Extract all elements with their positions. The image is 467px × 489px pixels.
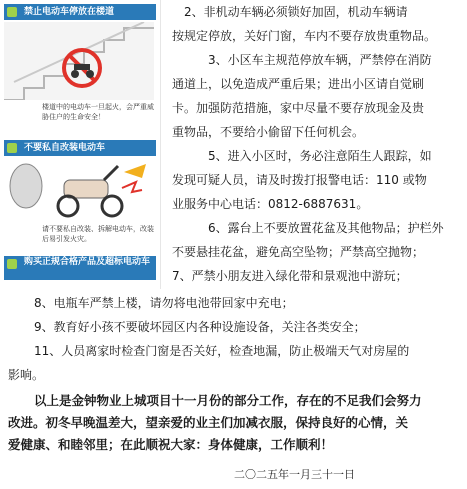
ebike-modification-illustration	[4, 158, 154, 222]
poster-banner-2	[4, 140, 156, 156]
summary-line: 以上是金钟物业上城项目十一月份的部分工作，存在的不足我们会努力	[34, 393, 422, 408]
paragraph-line: 3、小区车主规范停放车辆，严禁停在消防	[208, 53, 432, 67]
paragraph-line: 业服务中心电话：0812-6887631。	[172, 197, 369, 211]
poster-note-2: 请不要私自改装、拆解电动车，改装后易引发火灾。	[42, 225, 154, 243]
banner-bullet-icon	[7, 259, 17, 269]
paragraph-line: 7、严禁小朋友进入绿化带和景观池中游玩；	[172, 269, 408, 283]
full-width-text	[8, 291, 463, 387]
paragraph-line: 6、露台上不要放置花盆及其他物品；护栏外	[208, 221, 444, 235]
safety-poster	[0, 0, 161, 289]
poster-banner-3-text: 购买正规合格产品及超标电动车	[24, 257, 151, 267]
poster-note-1: 楼道中的电动车一旦起火，会严重威胁住户的生命安全！	[42, 103, 154, 121]
paragraph-line: 卡。加强防范措施，家中尽量不要存放现金及贵	[172, 101, 425, 115]
paragraph-line: 2、非机动车辆必须锁好加固，机动车辆请	[184, 5, 408, 19]
paragraph-line: 发现可疑人员，请及时拨打报警电话：110 或物	[172, 173, 427, 187]
paragraph-line: 9、教育好小孩不要破坏园区内各种设施设备，关注各类安全；	[34, 320, 366, 334]
stairs-no-ebike-illustration	[4, 22, 154, 100]
banner-bullet-icon	[7, 7, 17, 17]
paragraph-line: 通道上，以免造成严重后果；进出小区请自觉刷	[172, 77, 425, 91]
summary-line: 改进。初冬早晚温差大，望亲爱的业主们加减衣服，保持良好的心情，关	[8, 415, 409, 430]
poster-banner-3	[4, 256, 156, 280]
summary-text	[8, 390, 463, 456]
paragraph-line: 影响。	[8, 368, 45, 382]
paragraph-line: 不要悬挂花盆，避免高空坠物；严禁高空抛物；	[172, 245, 425, 259]
paragraph-line: 重物品，不要给小偷留下任何机会。	[172, 125, 365, 139]
poster-banner-2-text: 不要私自改装电动车	[24, 143, 106, 153]
paragraph-line: 11、人员离家时检查门窗是否关好，检查地漏，防止极端天气对房屋的	[34, 344, 410, 358]
summary-line: 爱健康、和睦邻里；在此顺祝大家：身体健康，工作顺利！	[8, 437, 334, 452]
poster-banner-1-text: 禁止电动车停放在楼道	[24, 7, 115, 17]
paragraph-line: 8、电瓶车严禁上楼，请勿将电池带回家中充电；	[34, 296, 294, 310]
paragraph-line: 5、进入小区时，务必注意陌生人跟踪，如	[208, 149, 432, 163]
banner-bullet-icon	[7, 143, 17, 153]
document-date: 二〇二五年一月三十一日	[234, 468, 355, 481]
poster-banner-1	[4, 4, 156, 20]
paragraph-line: 按规定停放，关好门窗，车内不要存放贵重物品。	[172, 29, 437, 43]
right-column-text	[172, 0, 464, 288]
